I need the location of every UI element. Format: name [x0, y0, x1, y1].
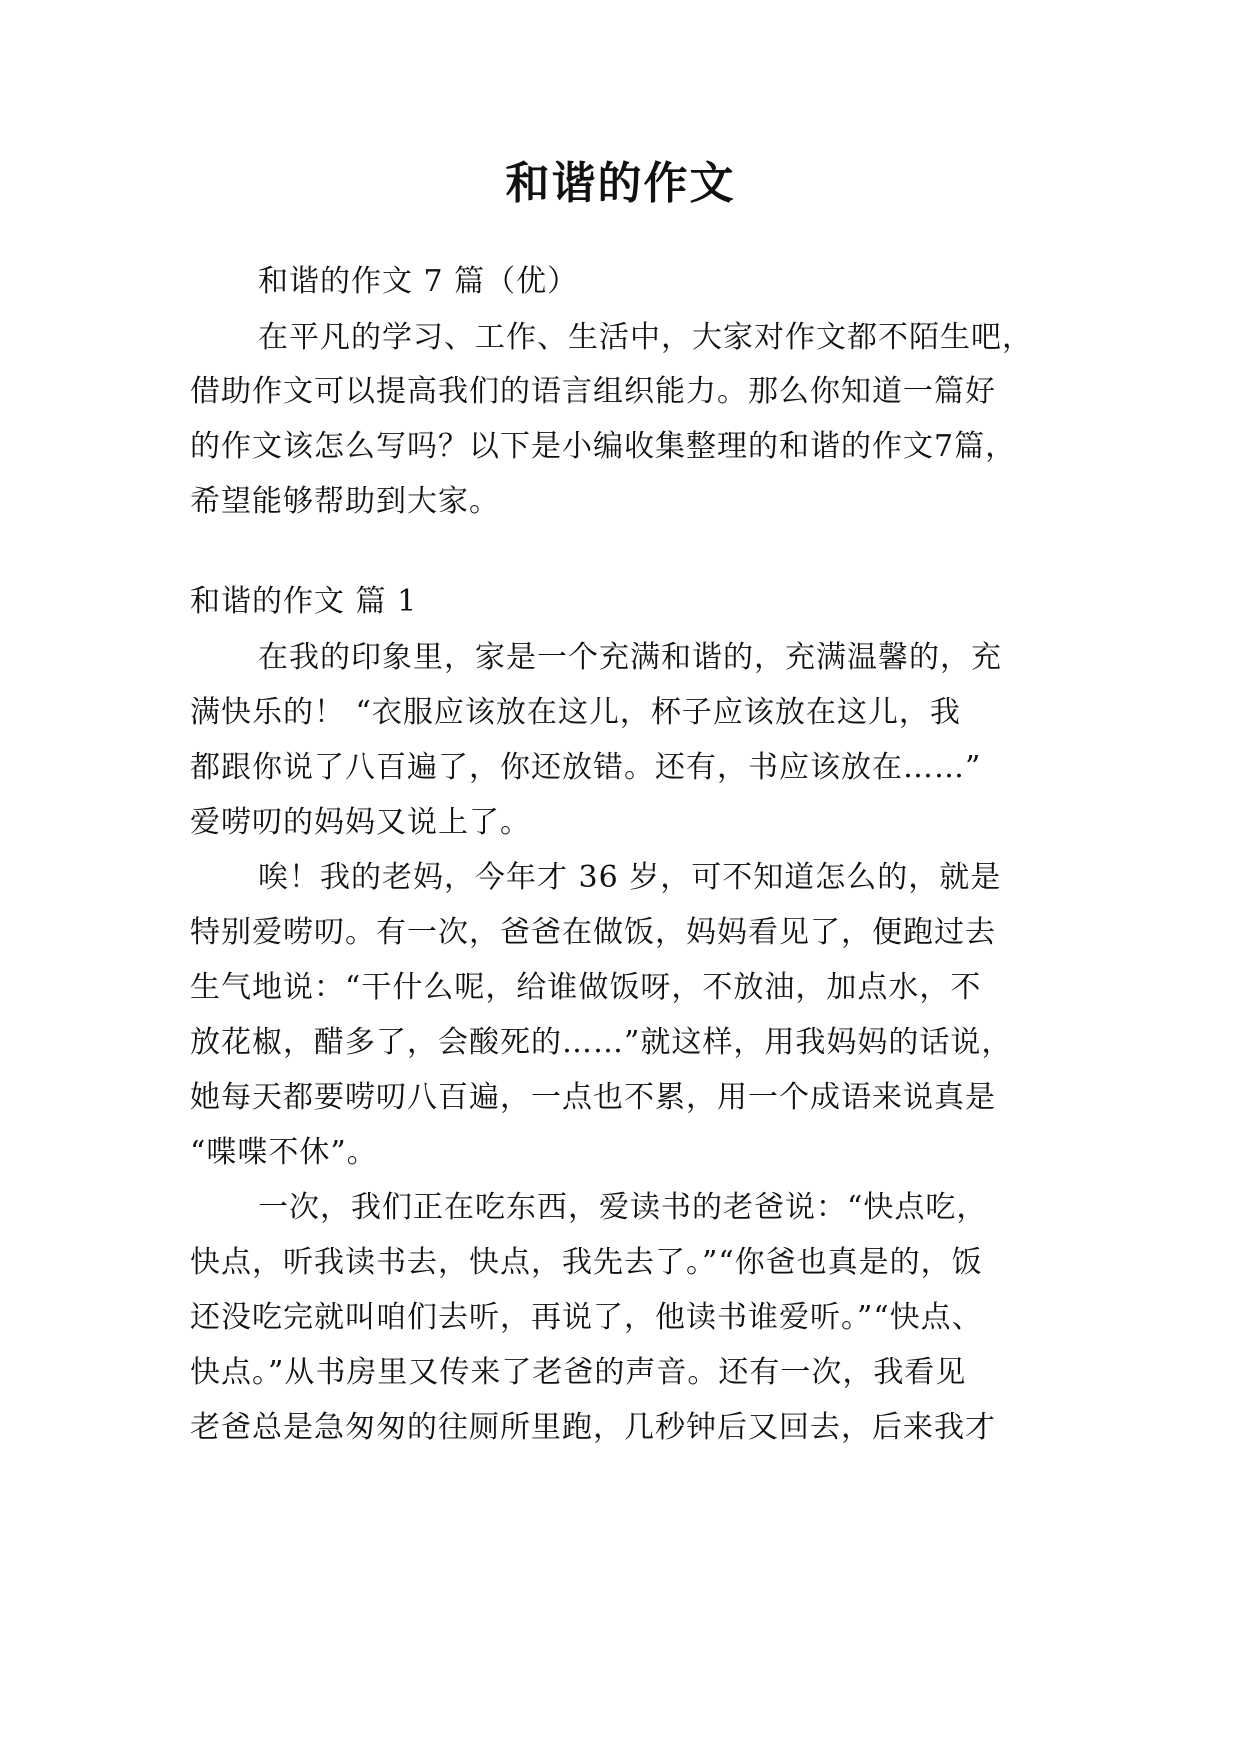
paragraph-line: 满快乐的！ “衣服应该放在这儿，杯子应该放在这儿，我: [190, 695, 961, 730]
paragraph-line: 生气地说：“干什么呢，给谁做饭呀，不放油，加点水，不: [190, 970, 982, 1005]
paragraph-line: 在我的印象里，家是一个充满和谐的，充满温馨的，充: [258, 640, 1002, 675]
paragraph-line: 都跟你说了八百遍了，你还放错。还有，书应该放在……”: [190, 750, 982, 785]
paragraph-line: 唉！我的老妈，今年才 36 岁，可不知道怎么的，就是: [258, 860, 1002, 895]
paragraph-line: 特别爱唠叨。有一次，爸爸在做饭，妈妈看见了，便跑过去: [190, 915, 996, 950]
paragraph-line: 爱唠叨的妈妈又说上了。: [190, 805, 531, 840]
document-title: 和谐的作文: [505, 158, 736, 209]
section-heading: 和谐的作文 篇 1: [190, 584, 418, 619]
paragraph-line: 一次，我们正在吃东西，爱读书的老爸说：“快点吃，: [258, 1190, 988, 1225]
paragraph-line: 快点。”从书房里又传来了老爸的声音。还有一次，我看见: [190, 1355, 967, 1390]
paragraph-line: 还没吃完就叫咱们去听，再说了，他读书谁爱听。”“快点、: [190, 1300, 983, 1335]
paragraph-line: “喋喋不休”。: [190, 1135, 378, 1170]
paragraph-line: 老爸总是急匆匆的往厕所里跑，几秒钟后又回去，后来我才: [190, 1410, 996, 1445]
paragraph-line: 放花椒，醋多了，会酸死的……”就这样，用我妈妈的话说，: [190, 1025, 1013, 1060]
paragraph-line: 的作文该怎么写吗？以下是小编收集整理的和谐的作文7篇，: [190, 429, 1017, 464]
paragraph-line: 快点，听我读书去，快点，我先去了。”“你爸也真是的，饭: [190, 1245, 983, 1280]
paragraph-line: 在平凡的学习、工作、生活中，大家对作文都不陌生吧，: [258, 320, 1033, 355]
paragraph-line: 她每天都要唠叨八百遍，一点也不累，用一个成语来说真是: [190, 1080, 996, 1115]
document-subtitle: 和谐的作文 7 篇（优）: [258, 264, 579, 299]
paragraph-line: 借助作文可以提高我们的语言组织能力。那么你知道一篇好: [190, 374, 996, 409]
paragraph-line: 希望能够帮助到大家。: [190, 484, 500, 519]
